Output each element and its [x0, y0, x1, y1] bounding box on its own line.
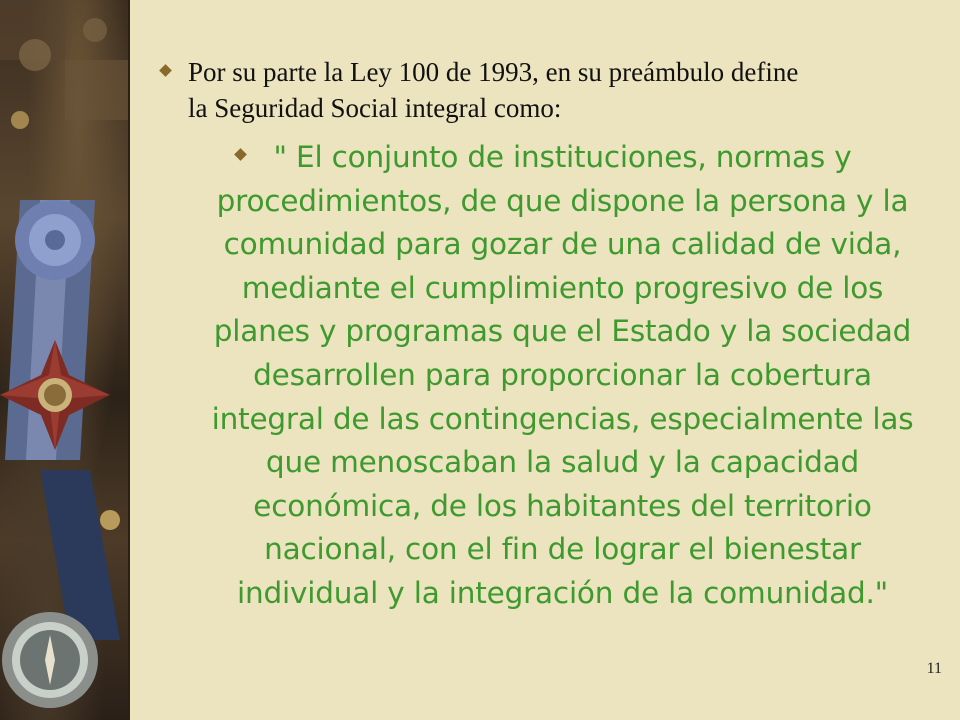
quote-line: que menoscaban la salud y la capacidad [265, 445, 860, 480]
quote-line: desarrollen para proporcionar la cobertura [253, 357, 872, 392]
medals-illustration [0, 0, 130, 720]
page-number: 11 [926, 660, 942, 677]
quote-line: procedimientos, de que dispone la persona y la [216, 183, 909, 218]
decorative-sidebar-image [0, 0, 130, 720]
quote-line: integral de las contingencias, especialmente las [211, 401, 914, 436]
intro-line: Por su parte la Ley 100 de 1993, en su preámbulo define [188, 57, 799, 87]
quote-line: comunidad para gozar de una calidad de vida, [223, 227, 902, 262]
quote-line: económica, de los habitantes del territorio [253, 488, 872, 523]
definition-quote [195, 136, 930, 616]
sidebar-divider [128, 0, 130, 720]
intro-text [188, 54, 948, 126]
quote-line: planes y programas que el Estado y la sociedad [213, 314, 912, 349]
quote-line: individual y la integración de la comunidad." [236, 575, 889, 610]
intro-line: la Seguridad Social integral como: [188, 93, 562, 123]
quote-line: mediante el cumplimiento progresivo de los [241, 270, 884, 305]
quote-line: " El conjunto de instituciones, normas y [273, 140, 852, 174]
bullet-icon [159, 64, 172, 77]
quote-line: nacional, con el fin de lograr el bienestar [264, 532, 861, 567]
